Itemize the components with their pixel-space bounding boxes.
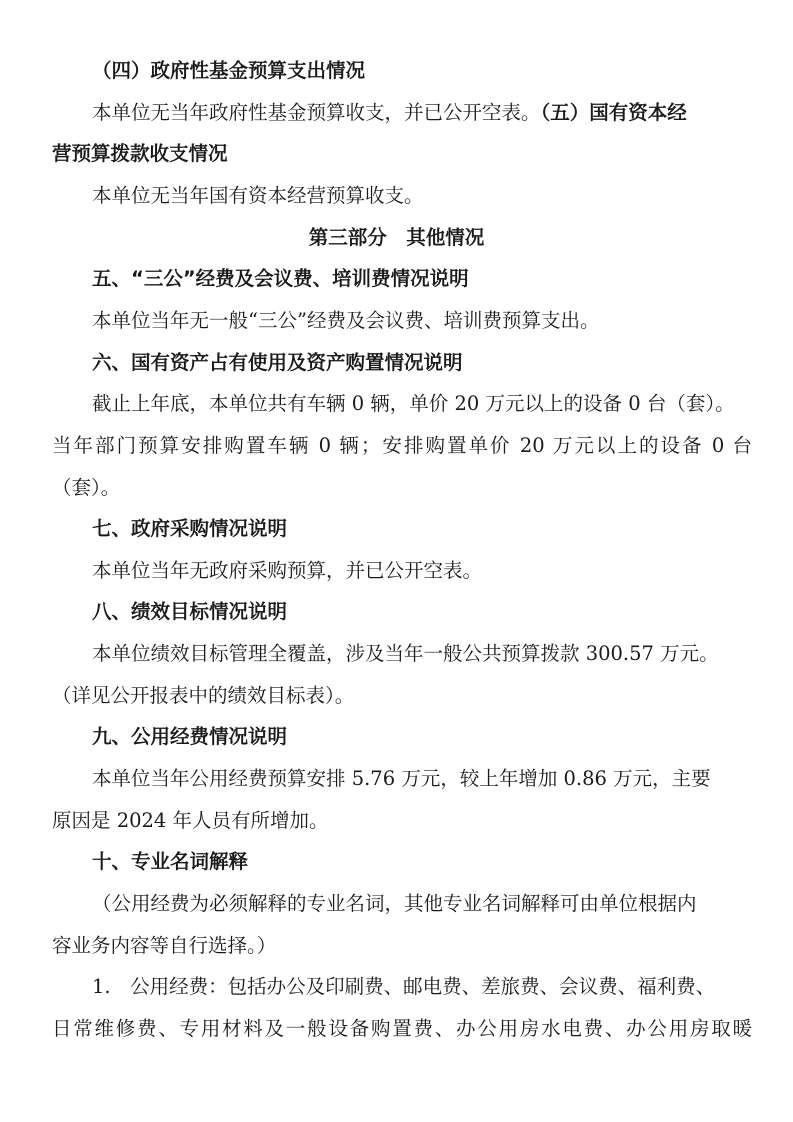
heading-public-funds: 九、公用经费情况说明	[92, 725, 288, 748]
paragraph-three-public-expenses: 本单位当年无一般“三公”经费及会议费、培训费预算支出。	[92, 309, 600, 332]
heading-performance-targets: 八、绩效目标情况说明	[92, 600, 288, 623]
paragraph-government-fund	[92, 99, 752, 127]
paragraph-state-assets-line3: （套）。	[52, 476, 121, 499]
paragraph-terminology-note-line2: 容业务内容等自行选择。）	[52, 934, 277, 957]
paragraph-public-funds-definition-line1: 1. 公用经费：包括办公及印刷费、邮电费、差旅费、会议费、福利费、	[92, 975, 716, 998]
heading-state-assets: 六、国有资产占有使用及资产购置情况说明	[92, 351, 463, 374]
part-three-title: 第三部分 其他情况	[308, 226, 485, 249]
paragraph-performance-targets-line1: 本单位绩效目标管理全覆盖，涉及当年一般公共预算拨款 300.57 万元。	[92, 642, 719, 665]
paragraph-public-funds-line2: 原因是 2024 年人员有所增加。	[52, 809, 329, 832]
section-heading-state-capital-start: （五）国有资本经	[540, 101, 687, 124]
section-heading-state-capital-end: 营预算拨款收支情况	[52, 142, 228, 165]
paragraph-performance-targets-line2: （详见公开报表中的绩效目标表）。	[52, 684, 355, 707]
section-heading-government-fund: （四）政府性基金预算支出情况	[92, 59, 366, 82]
paragraph-public-funds-line1: 本单位当年公用经费预算安排 5.76 万元，较上年增加 0.86 万元，主要	[92, 767, 711, 790]
paragraph-state-assets-line2: 当年部门预算安排购置车辆 0 辆；安排购置单价 20 万元以上的设备 0 台	[52, 434, 752, 457]
heading-terminology: 十、专业名词解释	[92, 850, 249, 873]
paragraph-public-funds-definition-line2: 日常维修费、专用材料及一般设备购置费、办公用房水电费、办公用房取暖	[52, 1017, 752, 1040]
paragraph-government-procurement: 本单位当年无政府采购预算，并已公开空表。	[92, 559, 483, 582]
paragraph-state-assets-line1: 截止上年底，本单位共有车辆 0 辆，单价 20 万元以上的设备 0 台（套）。	[92, 392, 735, 415]
paragraph-government-fund-text: 本单位无当年政府性基金预算收支，并已公开空表。	[92, 101, 541, 124]
heading-three-public-expenses: 五、“三公”经费及会议费、培训费情况说明	[92, 267, 469, 290]
paragraph-terminology-note-line1: （公用经费为必须解释的专业名词，其他专业名词解释可由单位根据内	[92, 892, 697, 915]
heading-government-procurement: 七、政府采购情况说明	[92, 517, 288, 540]
paragraph-state-capital: 本单位无当年国有资本经营预算收支。	[92, 184, 424, 207]
